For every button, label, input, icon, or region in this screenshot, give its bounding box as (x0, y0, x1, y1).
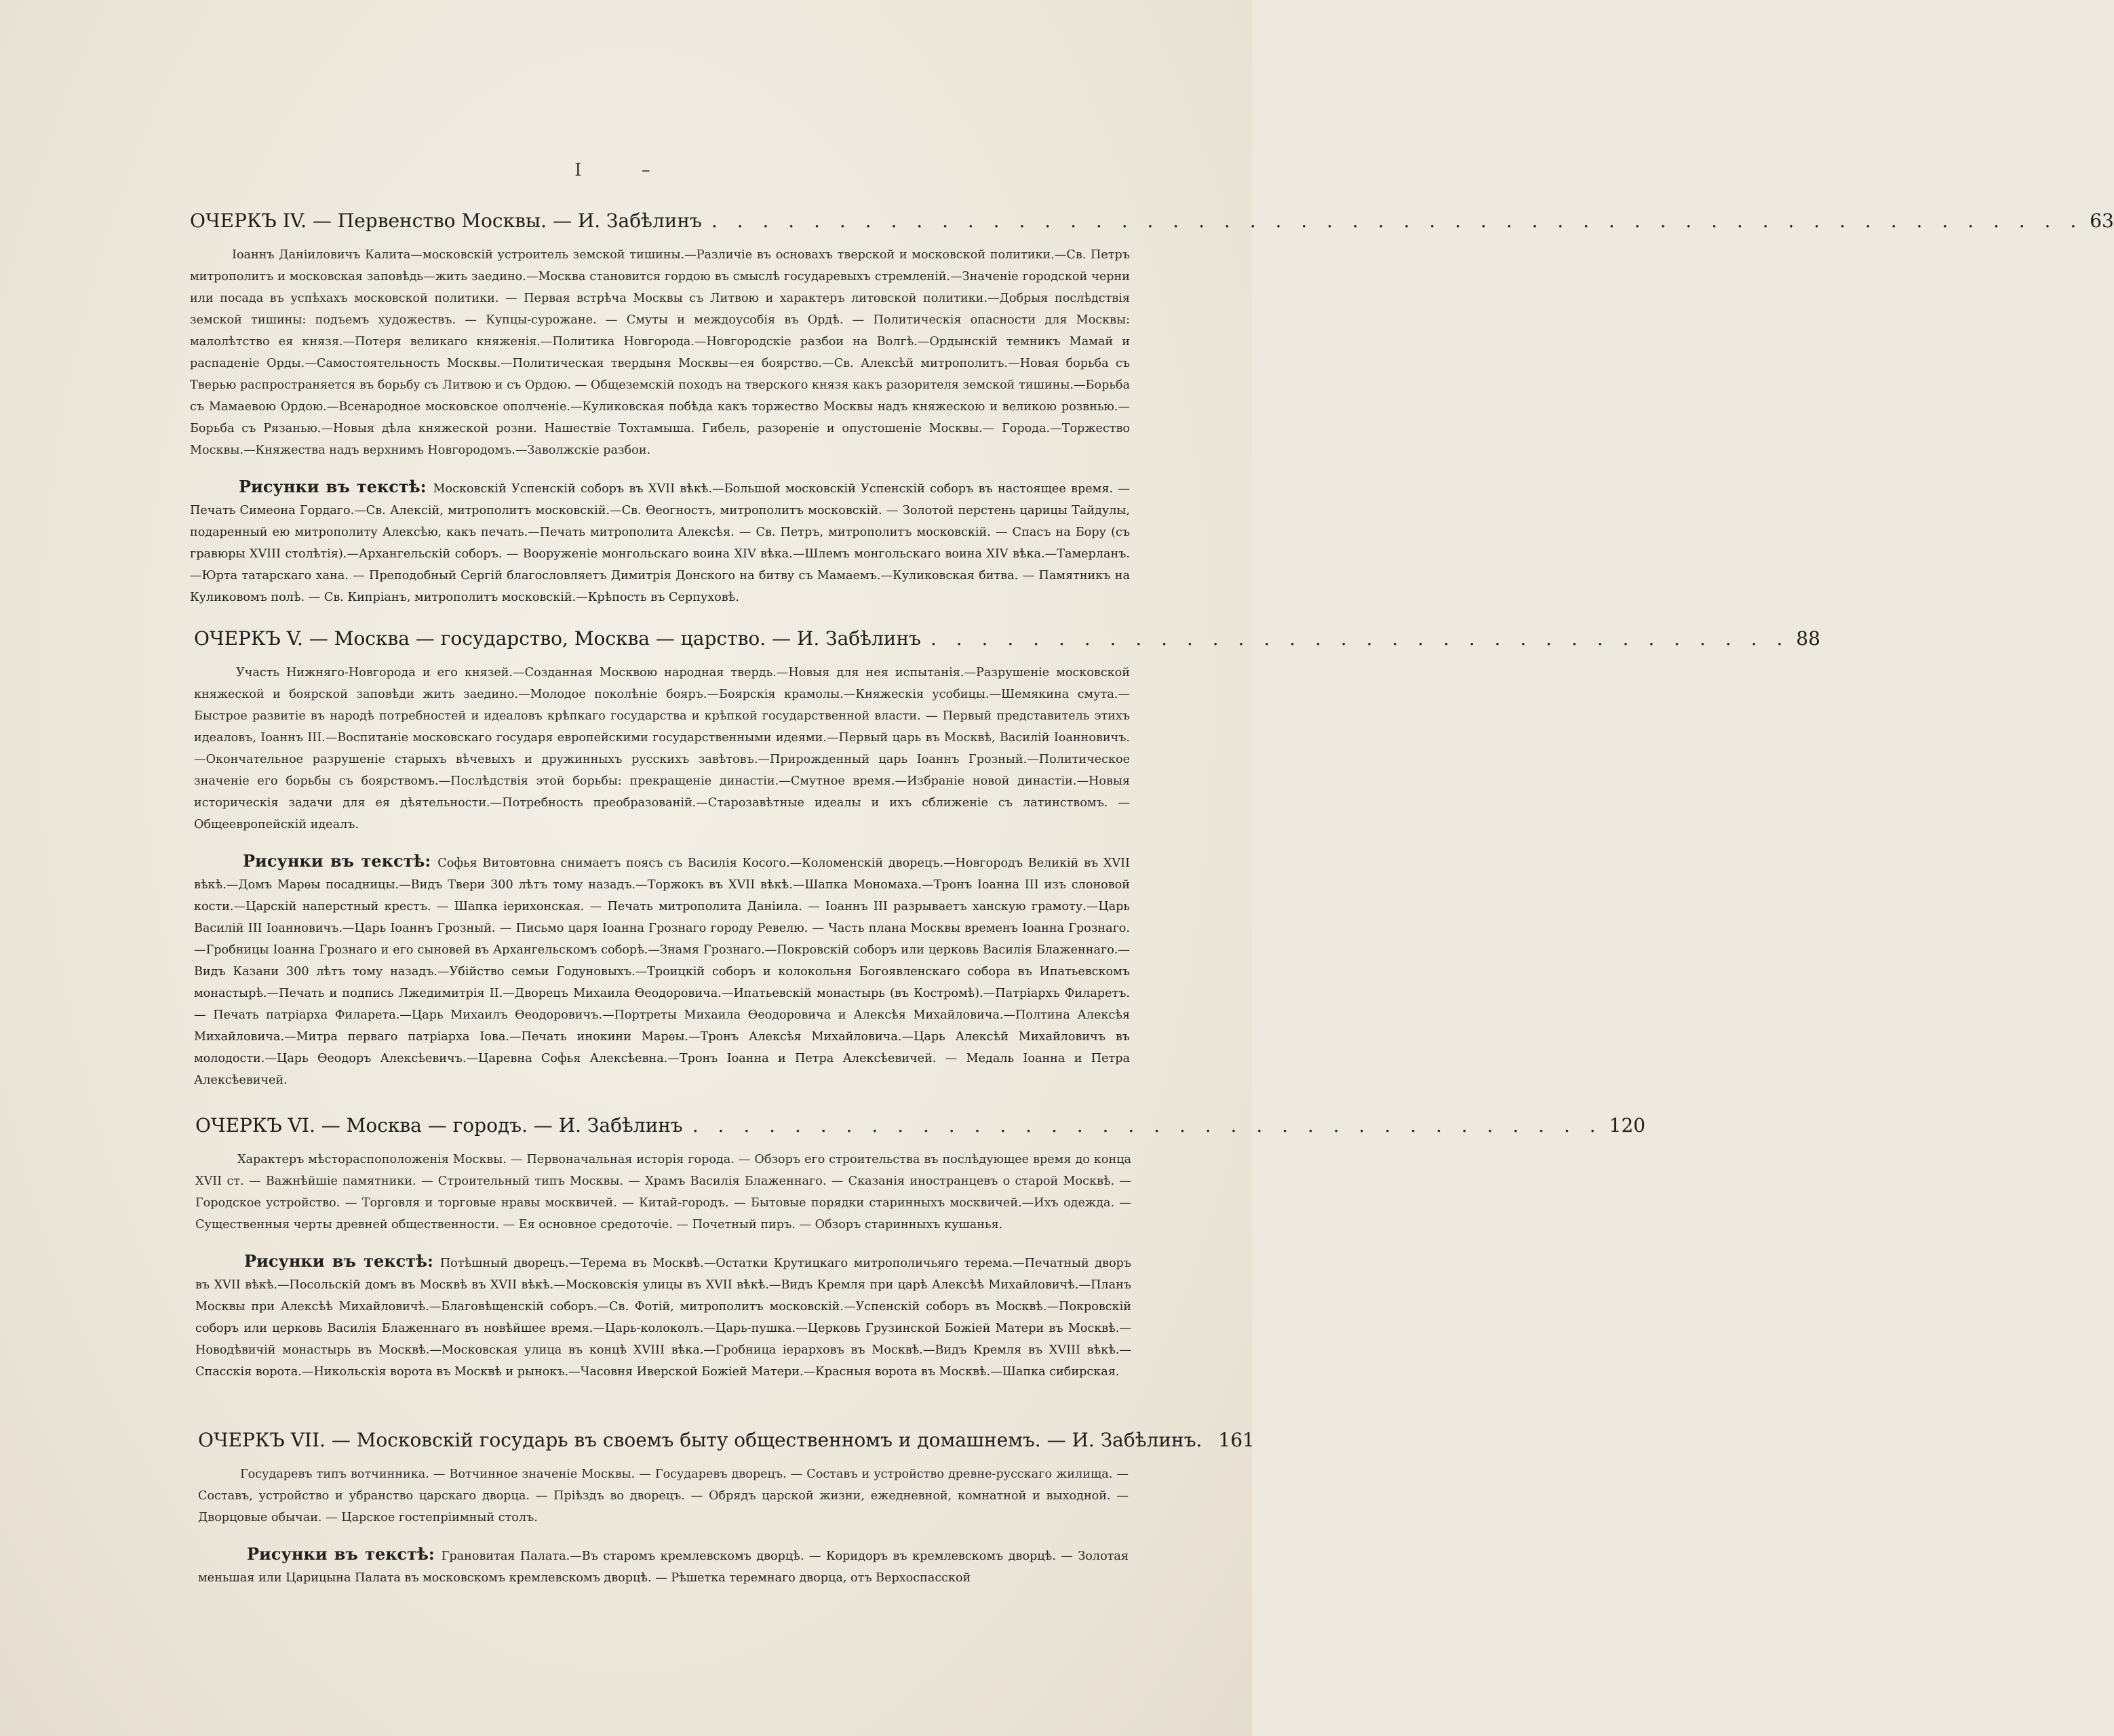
section-summary: Государевъ типъ вотчинника. — Вотчинное значеніе Москвы. — Государевъ дворецъ. — Составъ и устройство древне-русскаго жилища. — Составъ, устройство и убранство царскаго дворца. — Пріѣздъ во дворецъ. — Обрядъ царской жизни, ежедневной, комнатной и выходной. — Дворцовые обычаи. — Царское гостепріимный столъ. (198, 1467, 1129, 1524)
section-heading (194, 625, 1820, 652)
section-summary: Участь Нижняго-Новгорода и его князей.—Созданная Москвою народная твердь.—Новыя для нея испытанія.—Разрушеніе московской княжеской и боярской заповѣди жить заедино.—Молодое поколѣніе бояръ.—Боярскія крамолы.—Княжескія усобицы.—Шемякина смута.—Быстрое развитіе въ народѣ потребностей и идеаловъ крѣпкаго государства и крѣпкой государственной власти. — Первый представитель этихъ идеаловъ, Іоаннъ III.—Воспитаніе московскаго государя европейскими государственными идеями.—Первый царь въ Москвѣ, Василій Іоанновичъ.—Окончательное разрушеніе старыхъ вѣчевыхъ и дружинныхъ русскихъ завѣтовъ.—Прирожденный царь Іоаннъ Грозный.—Политическое значеніе его борьбы съ боярствомъ.—Послѣдствія этой борьбы: прекращеніе династіи.—Смутное время.—Избраніе новой династіи.—Новыя историческія задачи для ея дѣятельности.—Потребность преобразованій.—Старозавѣтные идеалы и ихъ сближеніе съ латинствомъ. — Общеевропейскій идеалъ. (194, 666, 1130, 831)
illustrations-label: Рисунки въ текстѣ: (247, 1544, 435, 1564)
section-heading (190, 208, 2114, 235)
illustrations-list (195, 1250, 1131, 1383)
illustrations-label: Рисунки въ текстѣ: (244, 1251, 433, 1271)
illustrations-text: Московскій Успенскій соборъ въ XVII вѣкѣ.—Большой московскій Успенскій соборъ въ настоящее время. — Печать Симеона Гордаго.—Св. Алексій, митрополитъ московскій.—Св. Ѳеогностъ, митрополитъ московскій. — Золотой перстень царицы Тайдулы, подаренный ею митрополиту Алексѣю, какъ печать.—Печать митрополита Алексѣя. — Св. Петръ, митрополитъ московскій. — Спасъ на Бору (съ гравюры XVIII столѣтія).—Архангельскій соборъ. — Вооруженіе монгольскаго воина XIV вѣка.—Шлемъ монгольскаго воина XIV вѣка.—Тамерланъ.—Юрта татарскаго хана. — Преподобный Сергій благословляетъ Димитрія Донского на битву съ Мамаемъ.—Куликовская битва. — Памятникъ на Куликовомъ полѣ. — Св. Кипріанъ, митрополитъ московскій.—Крѣпость въ Серпуховѣ. (190, 482, 1130, 604)
toc-section-vi (195, 1112, 1646, 1383)
section-title: ОЧЕРКЪ VII. — Московскій государь въ своемъ быту общественномъ и домашнемъ. — И. Забѣлинъ. (198, 1429, 1202, 1451)
section-summary: Характеръ мѣстораспоположенія Москвы. — Первоначальная исторія города. — Обзоръ его строительства въ послѣдующее время до конца XVII ст. — Важнѣйшіе памятники. — Строительный типъ Москвы. — Храмъ Василія Блаженнаго. — Сказанія иностранцевъ о старой Москвѣ. — Городское устройство. — Торговля и торговые нравы москвичей. — Китай-городъ. — Бытовые порядки старинныхъ москвичей.—Ихъ одежда. — Существенныя черты древней общественности. — Ея основное средоточіе. — Почетный пиръ. — Обзоръ старинныхъ кушанья. (195, 1153, 1131, 1231)
illustrations-label: Рисунки въ текстѣ: (243, 851, 431, 871)
section-summary: Іоаннъ Даніиловичъ Калита—московскій устроитель земской тишины.—Различіе въ основахъ тверской и московской политики.—Св. Петръ митрополитъ и московская заповѣдь—жить заедино.—Москва становится гордою въ смыслѣ государевыхъ стремленій.—Значеніе городской черни или посада въ успѣхахъ московской политики. — Первая встрѣча Москвы съ Литвою и характеръ литовской политики.—Добрыя послѣдствія земской тишины: подъемъ художествъ. — Купцы-сурожане. — Смуты и междоусобія въ Ордѣ. — Политическія опасности для Москвы: малолѣтство ея князя.—Потеря великаго княженія.—Политика Новгорода.—Новгородскіе разбои на Волгѣ.—Ордынскій темникъ Мамай и распаденіе Орды.—Самостоятельность Москвы.—Политическая твердыня Москвы—ея боярство.—Св. Алексѣй митрополитъ.—Новая борьба съ Тверью распространяется въ борьбу съ Литвою и съ Ордою. — Общеземскій походъ на тверского князя какъ разорителя земской тишины.—Борьба съ Мамаевою Ордою.—Всенародное московское ополченіе.—Куликовская побѣда какъ торжество Москвы надъ княжескою и великою розвнью.—Борьба съ Рязанью.—Новыя дѣла княжеской розни. Нашествіе Тохтамыша. Гибель, разореніе и опустошеніе Москвы.— Города.—Торжество Москвы.—Княжества надъ верхнимъ Новгородомъ.—Заволжскіе разбои. (190, 248, 1130, 457)
toc-section-v (194, 625, 1820, 1091)
illustrations-list (190, 476, 1130, 608)
section-title: ОЧЕРКЪ VI. — Москва — городъ. — И. Забѣлинъ (195, 1114, 683, 1137)
section-heading (198, 1427, 1255, 1454)
toc-section-iv (190, 208, 2114, 608)
page-number: 120 (1609, 1114, 1646, 1137)
illustrations-text: Грановитая Палата.—Въ старомъ кремлевскомъ дворцѣ. — Коридоръ въ кремлевскомъ дворцѣ. — Золотая меньшая или Царицына Палата въ московскомъ кремлевскомъ дворцѣ. — Рѣшетка теремнаго дворца, отъ Верхоспасской (198, 1550, 1129, 1585)
section-title: ОЧЕРКЪ V. — Москва — государство, Москва — царство. — И. Забѣлинъ (194, 627, 921, 650)
page-number: 161 (1218, 1429, 1255, 1451)
section-heading (195, 1112, 1646, 1139)
illustrations-list (194, 850, 1130, 1091)
leader-dots: . . . . . . . . . . . . . . . . . . . . . . . . . . . . . . . . . . (930, 627, 1790, 650)
section-title: ОЧЕРКЪ IV. — Первенство Москвы. — И. Забѣлинъ (190, 210, 702, 232)
page-number: 88 (1796, 627, 1820, 650)
illustrations-label: Рисунки въ текстѣ: (239, 477, 427, 496)
illustrations-text: Софья Витовтовна снимаетъ поясъ съ Василія Косого.—Коломенскій дворецъ.—Новгородъ Великій въ XVII вѣкѣ.—Домъ Марѳы посадницы.—Видъ Твери 300 лѣтъ тому назадъ.—Торжокъ въ XVII вѣкѣ.—Шапка Мономаха.—Тронъ Іоанна III изъ слоновой кости.—Царскій наперстный крестъ. — Шапка іерихонская. — Печать митрополита Даніила. — Іоаннъ III разрываетъ ханскую грамоту.—Царь Василій III Іоанновичъ.—Царь Іоаннъ Грозный. — Письмо царя Іоанна Грознаго городу Ревелю. — Часть плана Москвы временъ Іоанна Грознаго.—Гробницы Іоанна Грознаго и его сыновей въ Архангельскомъ соборѣ.—Знамя Грознаго.—Покровскій соборъ или церковь Василія Блаженнаго.—Видъ Казани 300 лѣтъ тому назадъ.—Убійство семьи Годуновыхъ.—Троицкій соборъ и колокольня Богоявленскаго собора въ Ипатьевскомъ монастырѣ.—Печать и подпись Лжедимитрія II.—Дворецъ Михаила Ѳеодоровича.—Ипатьевскій монастырь (въ Костромѣ).—Патріархъ Филаретъ. — Печать патріарха Филарета.—Царь Михаилъ Ѳеодоровичъ.—Портреты Михаила Ѳеодоровича и Алексѣя Михайловича.—Полтина Алексѣя Михайловича.—Митра перваго патріарха Іова.—Печать инокини Марѳы.—Тронъ Алексѣя Михайловича.—Царь Алексѣй Михайловичъ въ молодости.—Царь Ѳеодоръ Алексѣевичъ.—Царевна Софья Алексѣевна.—Тронъ Іоанна и Петра Алексѣевичей. — Медаль Іоанна и Петра Алексѣевичей. (194, 856, 1131, 1087)
page-number: 63 (2090, 210, 2114, 232)
illustrations-text: Потѣшный дворецъ.—Терема въ Москвѣ.—Остатки Крутицкаго митрополичьяго терема.—Печатный дворъ въ XVII вѣкѣ.—Посольскій домъ въ Москвѣ въ XVII вѣкѣ.—Московскія улицы въ XVII вѣкѣ.—Видъ Кремля при царѣ Алексѣѣ Михайловичѣ.—Планъ Москвы при Алексѣѣ Михайловичѣ.—Благовѣщенскій соборъ.—Св. Фотій, митрополитъ московскій.—Успенскій соборъ въ Москвѣ.—Покровскій соборъ или церковь Василія Блаженнаго въ новѣйшее время.—Царь-колоколъ.—Царь-пушка.—Церковь Грузинской Божіей Матери въ Москвѣ.—Новодѣвичій монастырь въ Москвѣ.—Московская улица въ концѣ XVIII вѣка.—Гробница іерарховъ въ Москвѣ.—Видъ Кремля въ XVIII вѣкѣ.—Спасскія ворота.—Никольскія ворота въ Москвѣ и рынокъ.—Часовня Иверской Божіей Матери.—Красныя ворота въ Москвѣ.—Шапка сибирская. (195, 1257, 1131, 1379)
illustrations-list (198, 1543, 1129, 1589)
toc-section-vii (198, 1427, 1255, 1589)
leader-dots: . . . . . . . . . . . . . . . . . . . . . . . . . . . . . . . . . . . . . . . . . . . . . . . . . . . . . . (711, 210, 2083, 232)
leader-dots: . . . . . . . . . . . . . . . . . . . . . . . . . . . . . . . . . . . . (692, 1114, 1603, 1137)
page-mark: I – (574, 160, 678, 180)
